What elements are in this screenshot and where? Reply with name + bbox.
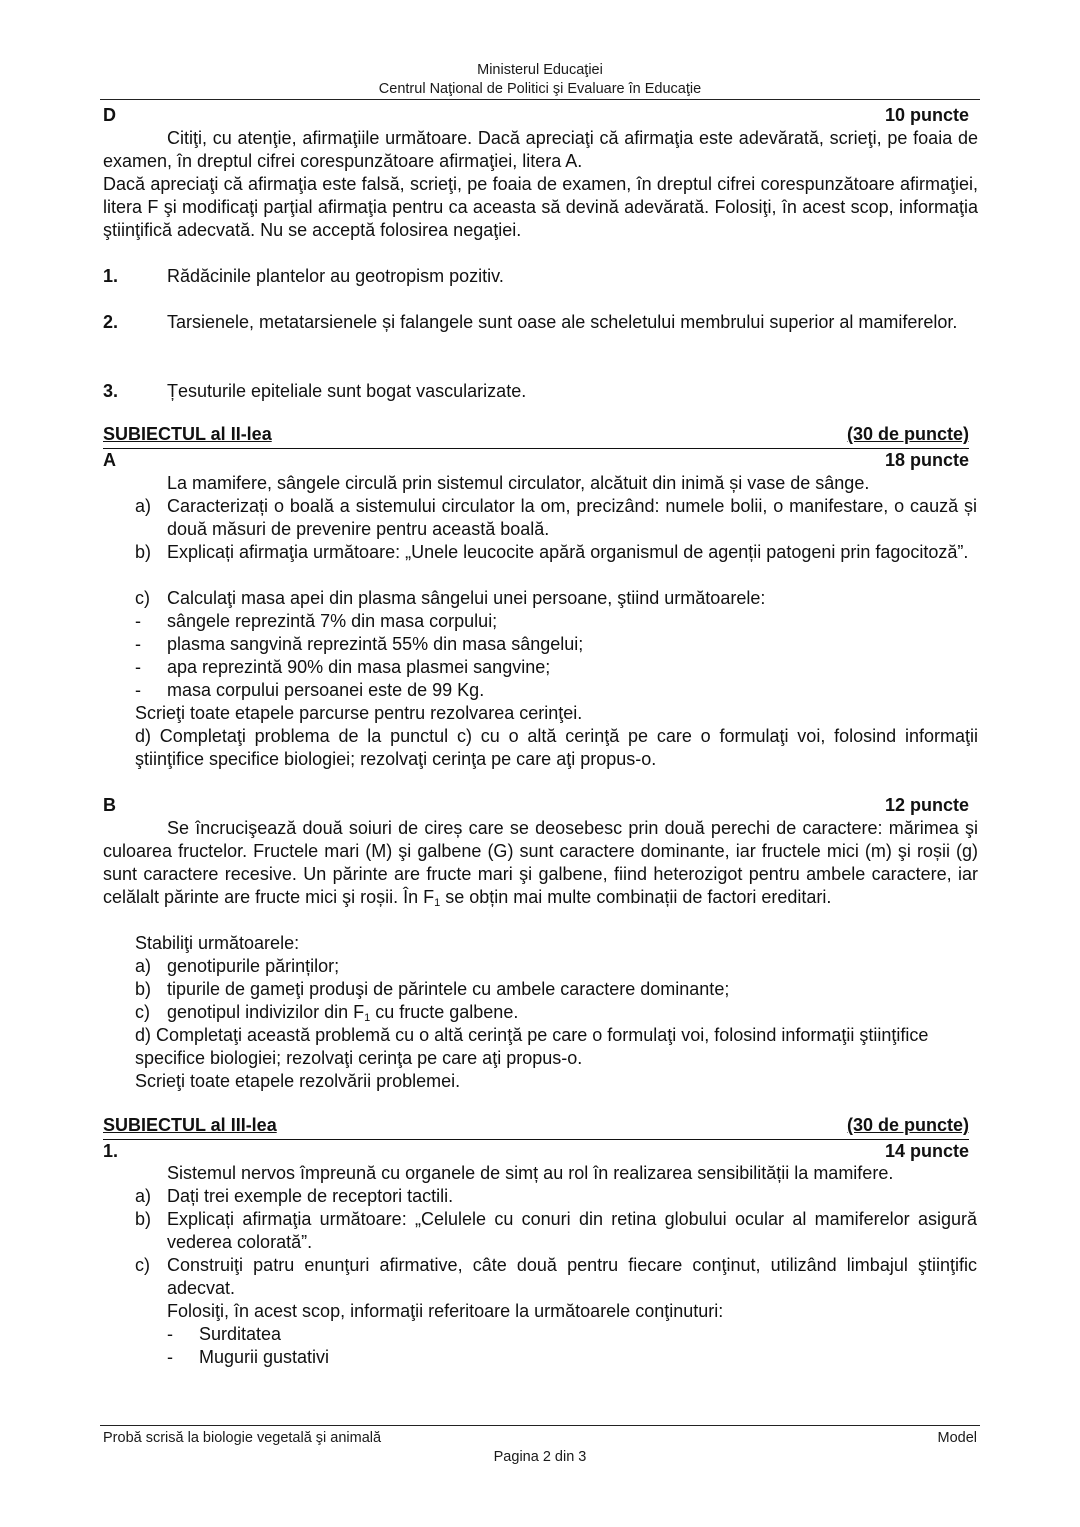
- question-1-heading: [103, 1140, 969, 1163]
- question-text: tipurile de gameţi produşi de părintele cu ambele caractere dominante;: [167, 979, 730, 999]
- section-heading-subiect-2: [103, 424, 969, 449]
- bullet-item: plasma sangvină reprezintă 55% din masa sângelui;: [167, 634, 584, 654]
- bullet-dash: -: [135, 657, 141, 677]
- header-ministry: Ministerul Educaţiei: [477, 62, 603, 78]
- part-a-points: 18 puncte: [884, 450, 969, 470]
- part-d-points: 10 puncte: [884, 105, 969, 125]
- part-a-intro: La mamifere, sângele circulă prin sistemul circulator, alcătuit din inimă și vase de sânge.: [167, 473, 870, 493]
- question-text: genotipurile părinților;: [167, 956, 340, 976]
- question-1-intro: Sistemul nervos împreună cu organele de simț au rol în realizarea sensibilității la mamifere.: [167, 1163, 894, 1183]
- subscript: 1: [364, 1012, 371, 1024]
- header-center: Centrul Naţional de Politici şi Evaluare în Educaţie: [378, 81, 702, 97]
- item-number: 1.: [103, 266, 119, 286]
- question-1-points: 14 puncte: [884, 1141, 969, 1161]
- bullet-dash: -: [167, 1347, 173, 1367]
- part-b-intro: [103, 817, 978, 909]
- part-b-heading: [103, 794, 969, 817]
- part-b-points: 12 puncte: [884, 795, 969, 815]
- question-label: b): [135, 1209, 152, 1229]
- header-rule: [100, 99, 980, 100]
- instruction-text: Scrieţi toate etapele parcurse pentru rezolvarea cerinţei.: [135, 703, 583, 723]
- bullet-dash: -: [135, 611, 141, 631]
- question-text: Construiţi patru enunţuri afirmative, câte două pentru fiecare conţinut, utilizând limbajul ştiinţific adecvat.: [167, 1255, 977, 1298]
- bullet-item: Mugurii gustativi: [199, 1347, 330, 1367]
- question-text: Calculaţi masa apei din plasma sângelui unei persoane, ştiind următoarele:: [167, 588, 766, 608]
- footer-page-number: Pagina 2 din 3: [493, 1449, 587, 1465]
- question-text: [167, 1001, 977, 1024]
- bullet-item: masa corpului persoanei este de 99 Kg.: [167, 680, 485, 700]
- c-text: genotipul indivizilor din F: [167, 1002, 365, 1022]
- intro-text: Se încrucişează două soiuri de cireș care se deosebesc prin două perechi de caractere: mărimea şi culoarea fructelor. Fructele mari (M) şi galbene (G) sunt caractere dominante, iar fructele mici (m) şi roșii (g) sunt caractere recesive. Un părinte are fructe mari şi galbene, fiind heterozigot pentru ambele caractere, iar celălalt părinte are fructe mici şi roșii. În F: [103, 818, 978, 907]
- instruction-text: Folosiţi, în acest scop, informaţii referitoare la următoarele conţinuturi:: [167, 1301, 724, 1321]
- section-heading-subiect-3: [103, 1115, 969, 1140]
- part-b-letter: B: [103, 795, 116, 815]
- question-text: Explicați afirmaţia următoare: „Unele leucocite apără organismul de agenții patogeni prin fagocitoză”.: [167, 542, 969, 562]
- item-number: 3.: [103, 381, 119, 401]
- bullet-dash: -: [135, 680, 141, 700]
- section-points: (30 de puncte): [846, 1115, 969, 1135]
- question-text: Caracterizați o boală a sistemului circulator la om, precizând: numele bolii, o manifestare, o cauză și două măsuri de prevenire pentru această boală.: [167, 496, 977, 539]
- c-text-end: cu fructe galbene.: [370, 1002, 519, 1022]
- question-label: c): [135, 1255, 150, 1275]
- subscript: 1: [434, 897, 441, 909]
- question-1-number: 1.: [103, 1141, 119, 1161]
- intro-text-end: se obțin mai multe combinații de factori ereditari.: [440, 887, 832, 907]
- part-a-letter: A: [103, 450, 116, 470]
- part-d-letter: D: [103, 105, 116, 125]
- section-title: SUBIECTUL al II-lea: [103, 424, 272, 444]
- part-d-heading: [103, 104, 969, 127]
- item-statement: Țesuturile epiteliale sunt bogat vascularizate.: [167, 381, 527, 401]
- item-number: 2.: [103, 312, 119, 332]
- footer-rule: [100, 1425, 980, 1426]
- bullet-dash: -: [167, 1324, 173, 1344]
- question-d-text: d) Completaţi această problemă cu o altă cerinţă pe care o formulaţi voi, folosind informaţii ştiinţifice specifice biologiei; rezolvaţi cerinţa pe care aţi propus-o.: [135, 1025, 929, 1068]
- item-statement: Tarsienele, metatarsienele și falangele sunt oase ale scheletului membrului superior al mamiferelor.: [167, 312, 958, 332]
- question-text: Explicați afirmaţia următoare: „Celulele cu conuri din retina globului ocular al mamiferelor asigură vederea colorată”.: [167, 1209, 977, 1252]
- question-label: c): [135, 588, 150, 608]
- question-d-text: d) Completaţi problema de la punctul c) cu o altă cerinţă pe care o formulaţi voi, folosind informaţii ştiinţifice specifice biologiei; rezolvaţi cerinţa pe care aţi propus-o.: [135, 726, 978, 769]
- bullet-item: sângele reprezintă 7% din masa corpului;: [167, 611, 498, 631]
- section-title: SUBIECTUL al III-lea: [103, 1115, 277, 1135]
- bullet-item: apa reprezintă 90% din masa plasmei sangvine;: [167, 657, 551, 677]
- question-label: a): [135, 1186, 152, 1206]
- section-points: (30 de puncte): [846, 424, 969, 444]
- question-label: c): [135, 1002, 150, 1022]
- bullet-item: Surditatea: [199, 1324, 282, 1344]
- question-label: b): [135, 542, 152, 562]
- closing-instruction: Scrieţi toate etapele rezolvării problemei.: [135, 1071, 461, 1091]
- part-a-heading: [103, 449, 969, 472]
- footer-exam-title: Probă scrisă la biologie vegetală şi animală: [103, 1430, 382, 1446]
- bullet-dash: -: [135, 634, 141, 654]
- question-label: a): [135, 496, 152, 516]
- stabiliti-text: Stabiliţi următoarele:: [135, 933, 300, 953]
- question-label: a): [135, 956, 152, 976]
- item-statement: Rădăcinile plantelor au geotropism pozitiv.: [167, 266, 504, 286]
- question-label: b): [135, 979, 152, 999]
- part-d-instructions-1: Citiţi, cu atenţie, afirmaţiile următoare. Dacă apreciaţi că afirmaţia este adevărată, scrieţi, pe foaia de examen, în dreptul cifrei corespunzătoare afirmaţiei, litera A.: [103, 128, 978, 171]
- part-d-instructions-2: Dacă apreciaţi că afirmaţia este falsă, scrieţi, pe foaia de examen, în dreptul cifrei corespunzătoare afirmaţiei, litera F şi modificaţi parţial afirmaţia pentru ca aceasta să devină adevărată. Folosiţi, în acest scop, informaţia ştiinţifică adecvată. Nu se acceptă folosirea negaţiei.: [103, 174, 978, 240]
- footer-model: Model: [937, 1430, 977, 1446]
- question-text: Dați trei exemple de receptori tactili.: [167, 1186, 454, 1206]
